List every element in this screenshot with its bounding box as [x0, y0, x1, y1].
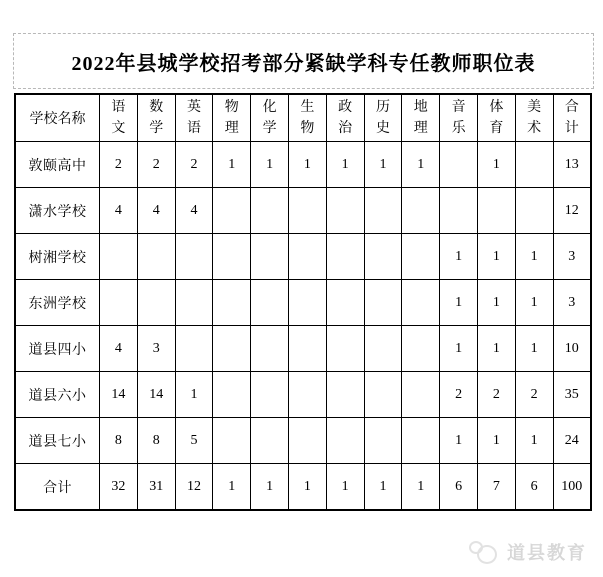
value-cell: 2	[477, 372, 515, 418]
header-subject-label: 语文	[111, 100, 126, 136]
value-cell	[251, 326, 289, 372]
header-subject-label: 物理	[224, 100, 239, 136]
value-cell	[326, 372, 364, 418]
value-cell	[251, 418, 289, 464]
table-row	[15, 234, 591, 280]
header-subject-label: 政治	[338, 100, 353, 136]
value-cell: 1	[440, 326, 478, 372]
value-cell: 31	[137, 464, 175, 511]
value-cell: 3	[553, 280, 591, 326]
value-cell	[175, 234, 213, 280]
value-cell	[402, 326, 440, 372]
value-cell	[213, 280, 251, 326]
value-cell: 1	[440, 418, 478, 464]
value-cell	[288, 372, 326, 418]
value-cell: 1	[515, 326, 553, 372]
value-cell	[402, 234, 440, 280]
value-cell	[326, 188, 364, 234]
value-cell	[213, 326, 251, 372]
value-cell	[251, 234, 289, 280]
value-cell: 2	[440, 372, 478, 418]
header-subject-0	[100, 94, 138, 142]
header-subject-label: 合计	[564, 100, 579, 136]
value-cell	[288, 188, 326, 234]
value-cell: 2	[515, 372, 553, 418]
value-cell	[288, 326, 326, 372]
education-logo-icon	[469, 539, 499, 565]
value-cell: 1	[515, 234, 553, 280]
header-subject-3	[213, 94, 251, 142]
value-cell	[288, 234, 326, 280]
value-cell	[440, 142, 478, 188]
header-subject-1	[137, 94, 175, 142]
value-cell	[137, 280, 175, 326]
header-subject-label: 音乐	[451, 100, 466, 136]
value-cell: 2	[100, 142, 138, 188]
value-cell: 1	[288, 142, 326, 188]
header-subject-8	[402, 94, 440, 142]
value-cell: 1	[440, 280, 478, 326]
value-cell: 3	[137, 326, 175, 372]
value-cell: 6	[515, 464, 553, 511]
value-cell: 1	[477, 234, 515, 280]
value-cell: 12	[175, 464, 213, 511]
value-cell	[288, 280, 326, 326]
value-cell: 4	[175, 188, 213, 234]
header-subject-7	[364, 94, 402, 142]
header-subject-label: 化学	[262, 100, 277, 136]
value-cell	[326, 280, 364, 326]
value-cell: 4	[137, 188, 175, 234]
value-cell	[251, 188, 289, 234]
value-cell: 2	[137, 142, 175, 188]
value-cell: 1	[364, 142, 402, 188]
table-row	[15, 188, 591, 234]
value-cell: 1	[326, 464, 364, 511]
value-cell: 13	[553, 142, 591, 188]
value-cell	[326, 234, 364, 280]
value-cell	[364, 326, 402, 372]
value-cell	[402, 188, 440, 234]
value-cell: 1	[402, 464, 440, 511]
value-cell: 12	[553, 188, 591, 234]
table-row	[15, 464, 591, 511]
header-subject-6	[326, 94, 364, 142]
value-cell: 35	[553, 372, 591, 418]
value-cell	[175, 326, 213, 372]
value-cell: 6	[440, 464, 478, 511]
school-name-cell: 道县七小	[15, 418, 100, 464]
value-cell: 5	[175, 418, 213, 464]
value-cell	[213, 418, 251, 464]
header-row	[15, 94, 591, 142]
header-subject-label: 生物	[300, 100, 315, 136]
school-name-cell: 树湘学校	[15, 234, 100, 280]
value-cell	[364, 188, 402, 234]
header-subject-label: 地理	[413, 100, 428, 136]
value-cell: 2	[175, 142, 213, 188]
header-subject-label: 英语	[186, 100, 201, 136]
watermark	[469, 539, 587, 565]
value-cell	[100, 280, 138, 326]
value-cell: 14	[100, 372, 138, 418]
value-cell	[402, 418, 440, 464]
value-cell	[477, 188, 515, 234]
value-cell	[251, 372, 289, 418]
value-cell: 3	[553, 234, 591, 280]
value-cell: 1	[477, 142, 515, 188]
value-cell: 1	[213, 464, 251, 511]
value-cell	[364, 234, 402, 280]
header-subject-10	[477, 94, 515, 142]
title-box	[13, 33, 594, 89]
value-cell: 1	[515, 280, 553, 326]
value-cell: 1	[477, 418, 515, 464]
value-cell: 14	[137, 372, 175, 418]
value-cell	[402, 372, 440, 418]
value-cell	[213, 234, 251, 280]
school-name-cell: 东洲学校	[15, 280, 100, 326]
table-header	[15, 94, 591, 142]
value-cell	[402, 280, 440, 326]
value-cell	[364, 372, 402, 418]
table-row	[15, 280, 591, 326]
table-row	[15, 326, 591, 372]
value-cell	[440, 188, 478, 234]
school-name-cell: 道县六小	[15, 372, 100, 418]
value-cell	[515, 188, 553, 234]
value-cell: 100	[553, 464, 591, 511]
table-row	[15, 142, 591, 188]
positions-table	[14, 93, 592, 511]
value-cell	[137, 234, 175, 280]
header-school-name: 学校名称	[15, 94, 100, 142]
value-cell: 1	[251, 142, 289, 188]
value-cell: 8	[137, 418, 175, 464]
value-cell: 4	[100, 326, 138, 372]
header-subject-label: 历史	[375, 100, 390, 136]
value-cell	[364, 280, 402, 326]
value-cell: 1	[326, 142, 364, 188]
value-cell: 10	[553, 326, 591, 372]
watermark-text: 道县教育	[507, 543, 587, 563]
school-name-cell: 敦颐高中	[15, 142, 100, 188]
value-cell: 1	[402, 142, 440, 188]
table-row	[15, 418, 591, 464]
header-subject-label: 美术	[527, 100, 542, 136]
value-cell	[175, 280, 213, 326]
value-cell	[213, 188, 251, 234]
value-cell	[213, 372, 251, 418]
value-cell: 1	[477, 280, 515, 326]
value-cell	[251, 280, 289, 326]
value-cell: 32	[100, 464, 138, 511]
value-cell: 7	[477, 464, 515, 511]
value-cell	[515, 142, 553, 188]
value-cell: 1	[251, 464, 289, 511]
header-subject-9	[440, 94, 478, 142]
value-cell	[100, 234, 138, 280]
value-cell: 1	[515, 418, 553, 464]
header-subject-4	[251, 94, 289, 142]
value-cell: 1	[477, 326, 515, 372]
value-cell: 1	[364, 464, 402, 511]
header-subject-5	[288, 94, 326, 142]
value-cell: 24	[553, 418, 591, 464]
header-subject-11	[515, 94, 553, 142]
value-cell	[326, 326, 364, 372]
header-subject-12	[553, 94, 591, 142]
table-row	[15, 372, 591, 418]
header-subject-label: 体育	[489, 100, 504, 136]
header-subject-2	[175, 94, 213, 142]
school-name-cell: 道县四小	[15, 326, 100, 372]
page-title: 2022年县城学校招考部分紧缺学科专任教师职位表	[71, 52, 536, 75]
value-cell: 1	[175, 372, 213, 418]
value-cell: 1	[440, 234, 478, 280]
value-cell	[326, 418, 364, 464]
value-cell	[288, 418, 326, 464]
school-name-cell: 潇水学校	[15, 188, 100, 234]
school-name-cell: 合计	[15, 464, 100, 511]
value-cell: 1	[288, 464, 326, 511]
table-body	[15, 142, 591, 511]
header-subject-label: 数学	[149, 100, 164, 136]
value-cell: 1	[213, 142, 251, 188]
value-cell: 4	[100, 188, 138, 234]
value-cell: 8	[100, 418, 138, 464]
value-cell	[364, 418, 402, 464]
